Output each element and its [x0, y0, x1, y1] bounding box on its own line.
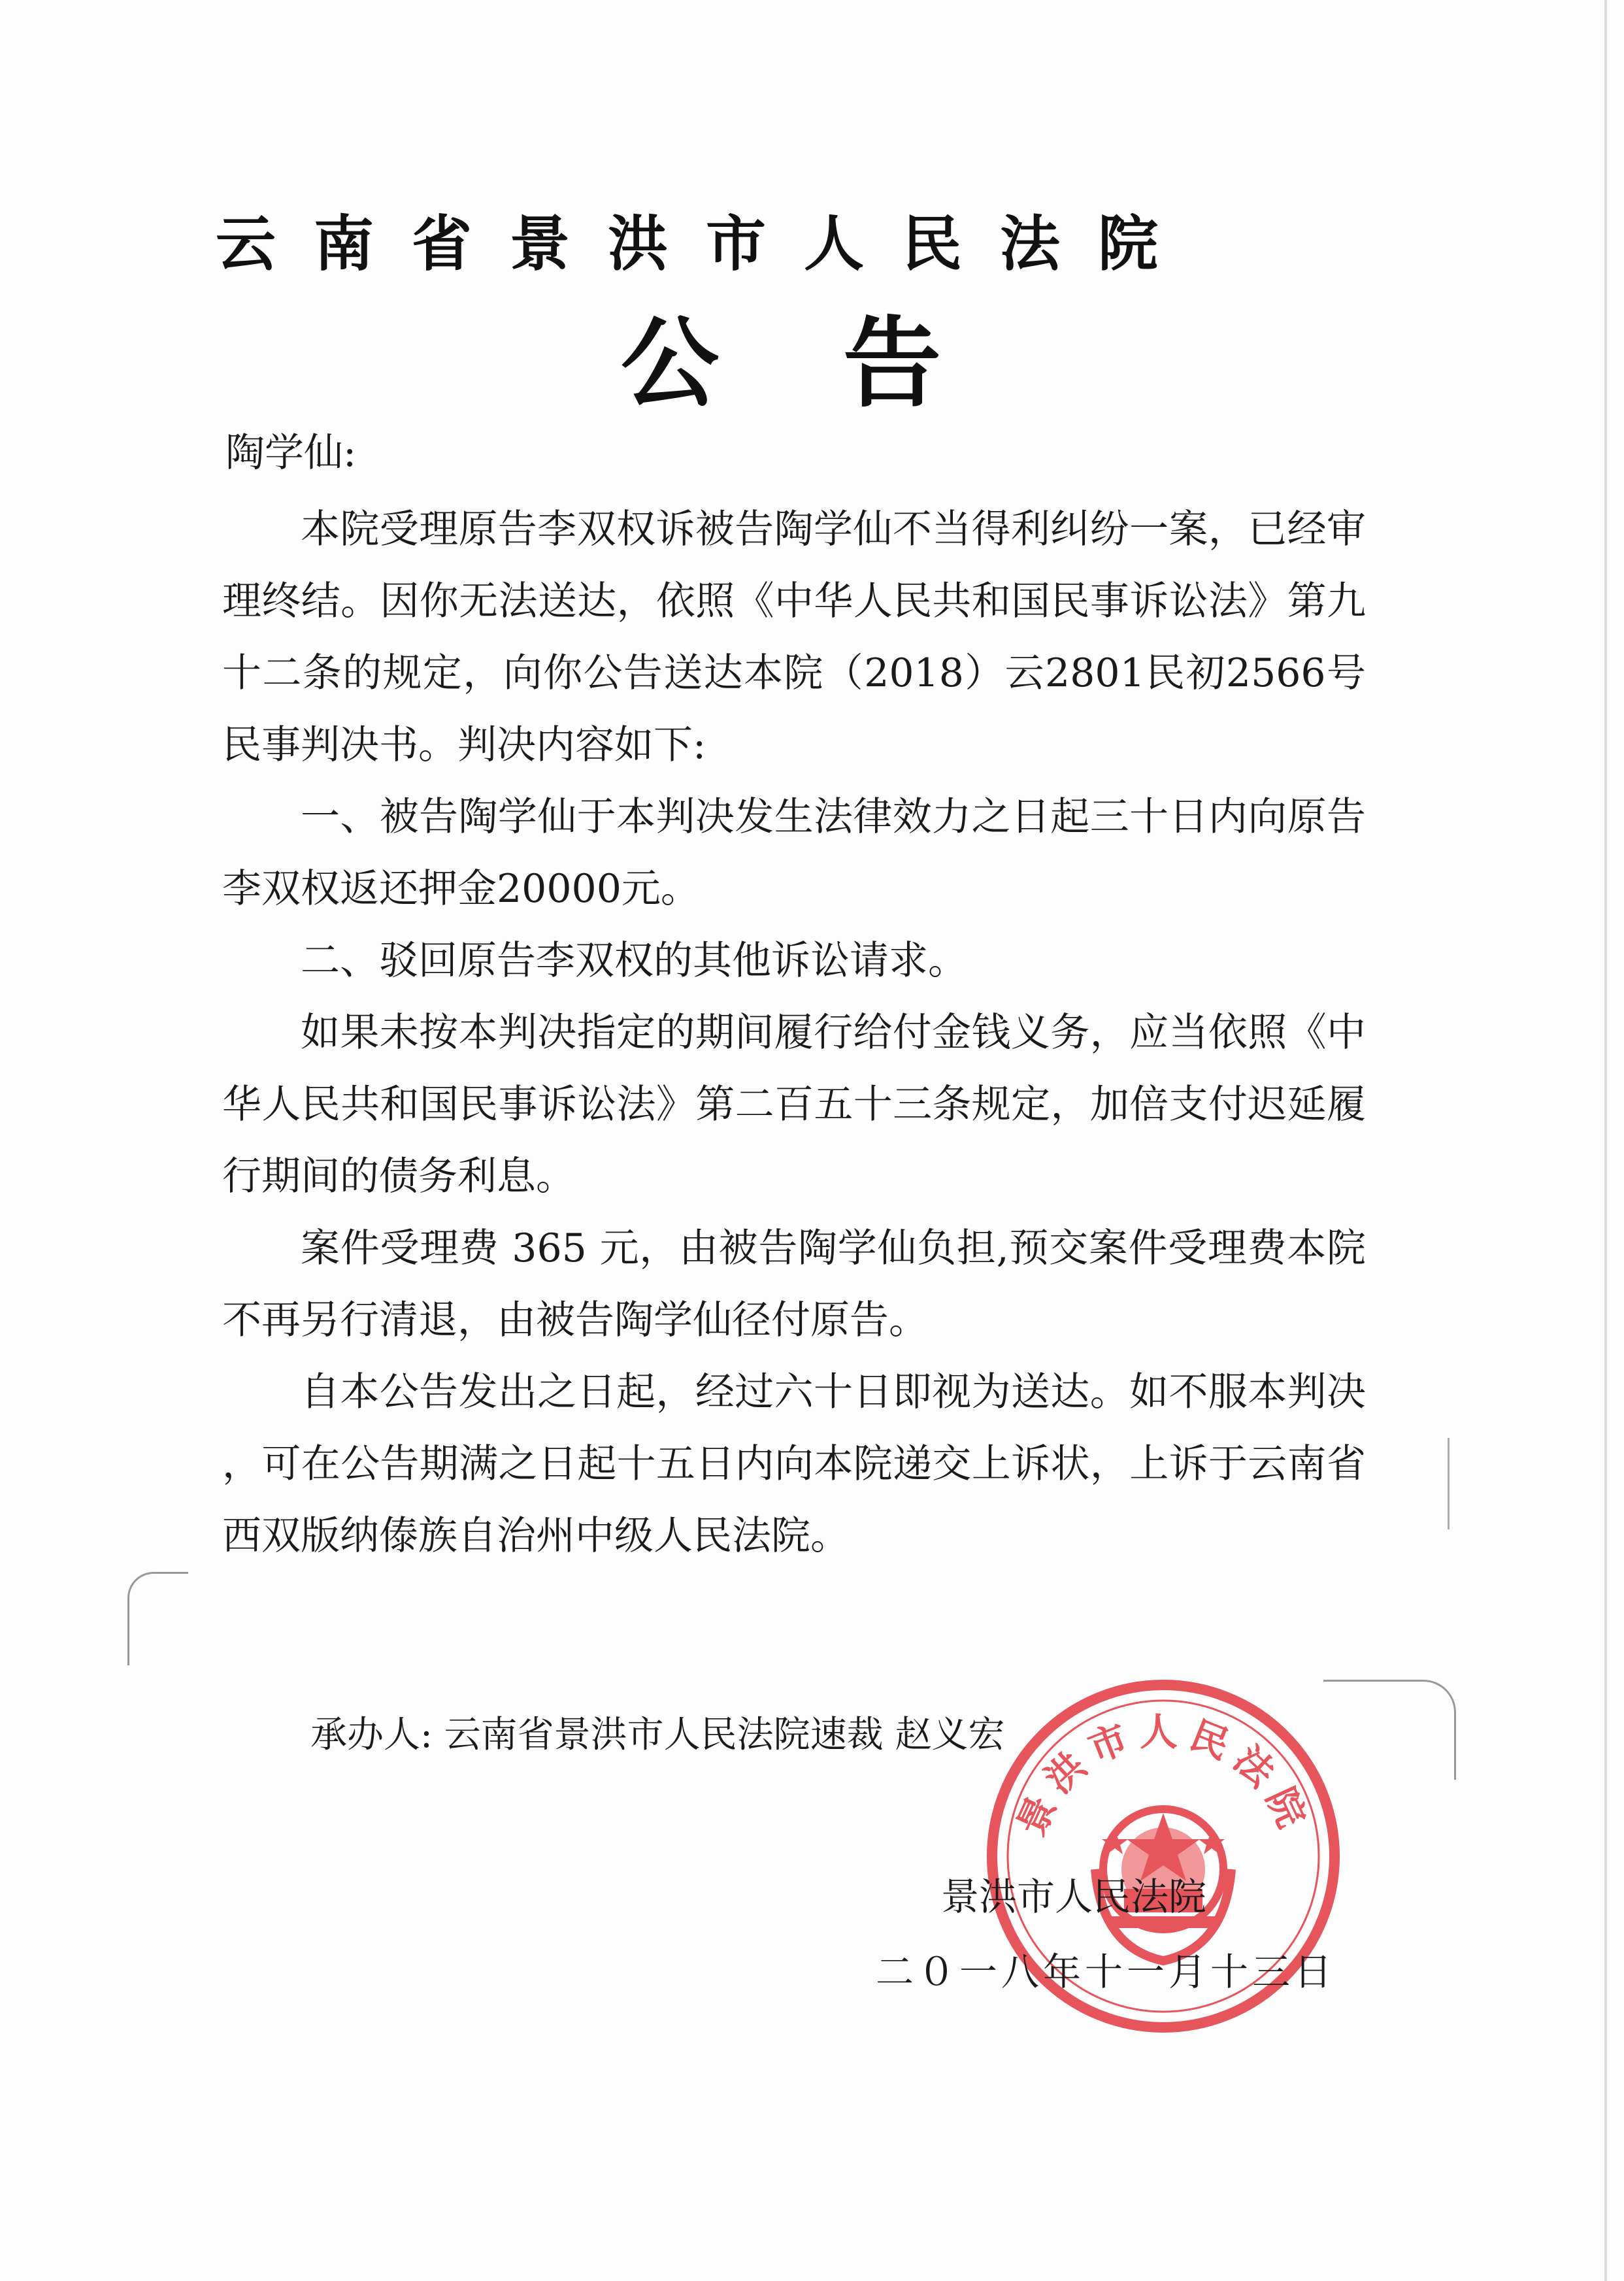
court-name-heading: 云南省景洪市人民法院	[216, 209, 1197, 279]
handler-line: 承办人: 云南省景洪市人民法院速裁 赵义宏	[310, 1714, 1005, 1756]
scan-mark-left	[127, 1572, 188, 1665]
paragraph-late-payment: 如果未按本判决指定的期间履行给付金钱义务，应当依照《中华人民共和国民事诉讼法》第二百五十三条规定，加倍支付迟延履行期间的债务利息。	[222, 1010, 1366, 1199]
issuing-court: 景洪市人民法院	[941, 1874, 1207, 1919]
scan-mark-edge	[1604, 0, 1610, 2281]
paragraph-ruling-1: 一、被告陶学仙于本判决发生法律效力之日起三十日内向原告李双权返还押金20000元。	[222, 794, 1366, 912]
paragraph-ruling-2: 二、驳回原告李双权的其他诉讼请求。	[301, 938, 967, 984]
seal-text: 景洪市人民法院	[1008, 1710, 1318, 1842]
notice-body	[222, 493, 1366, 1572]
scan-mark-right-bottom	[1323, 1680, 1456, 1780]
issue-date: 二０一八年十一月十三日	[876, 1950, 1336, 1994]
paragraph-appeal: 自本公告发出之日起，经过六十日即视为送达。如不服本判决 ，可在公告期满之日起十五日内向本院递交上诉状，上诉于云南省西双版纳傣族自治州中级人民法院。	[222, 1369, 1366, 1559]
paragraph-case-intro: 本院受理原告李双权诉被告陶学仙不当得利纠纷一案，已经审理终结。因你无法送达，依照《中华人民共和国民事诉讼法》第九十二条的规定，向你公告送达本院（2018）云2801民初2566号民事判决书。判决内容如下:	[222, 507, 1366, 768]
addressee: 陶学仙:	[225, 430, 357, 476]
scan-mark-right-top	[1434, 1438, 1450, 1529]
paragraph-case-fee: 案件受理费 365 元，由被告陶学仙负担,预交案件受理费本院不再另行清退，由被告陶学仙径付原告。	[222, 1225, 1366, 1343]
document-title: 公告	[621, 307, 1066, 421]
